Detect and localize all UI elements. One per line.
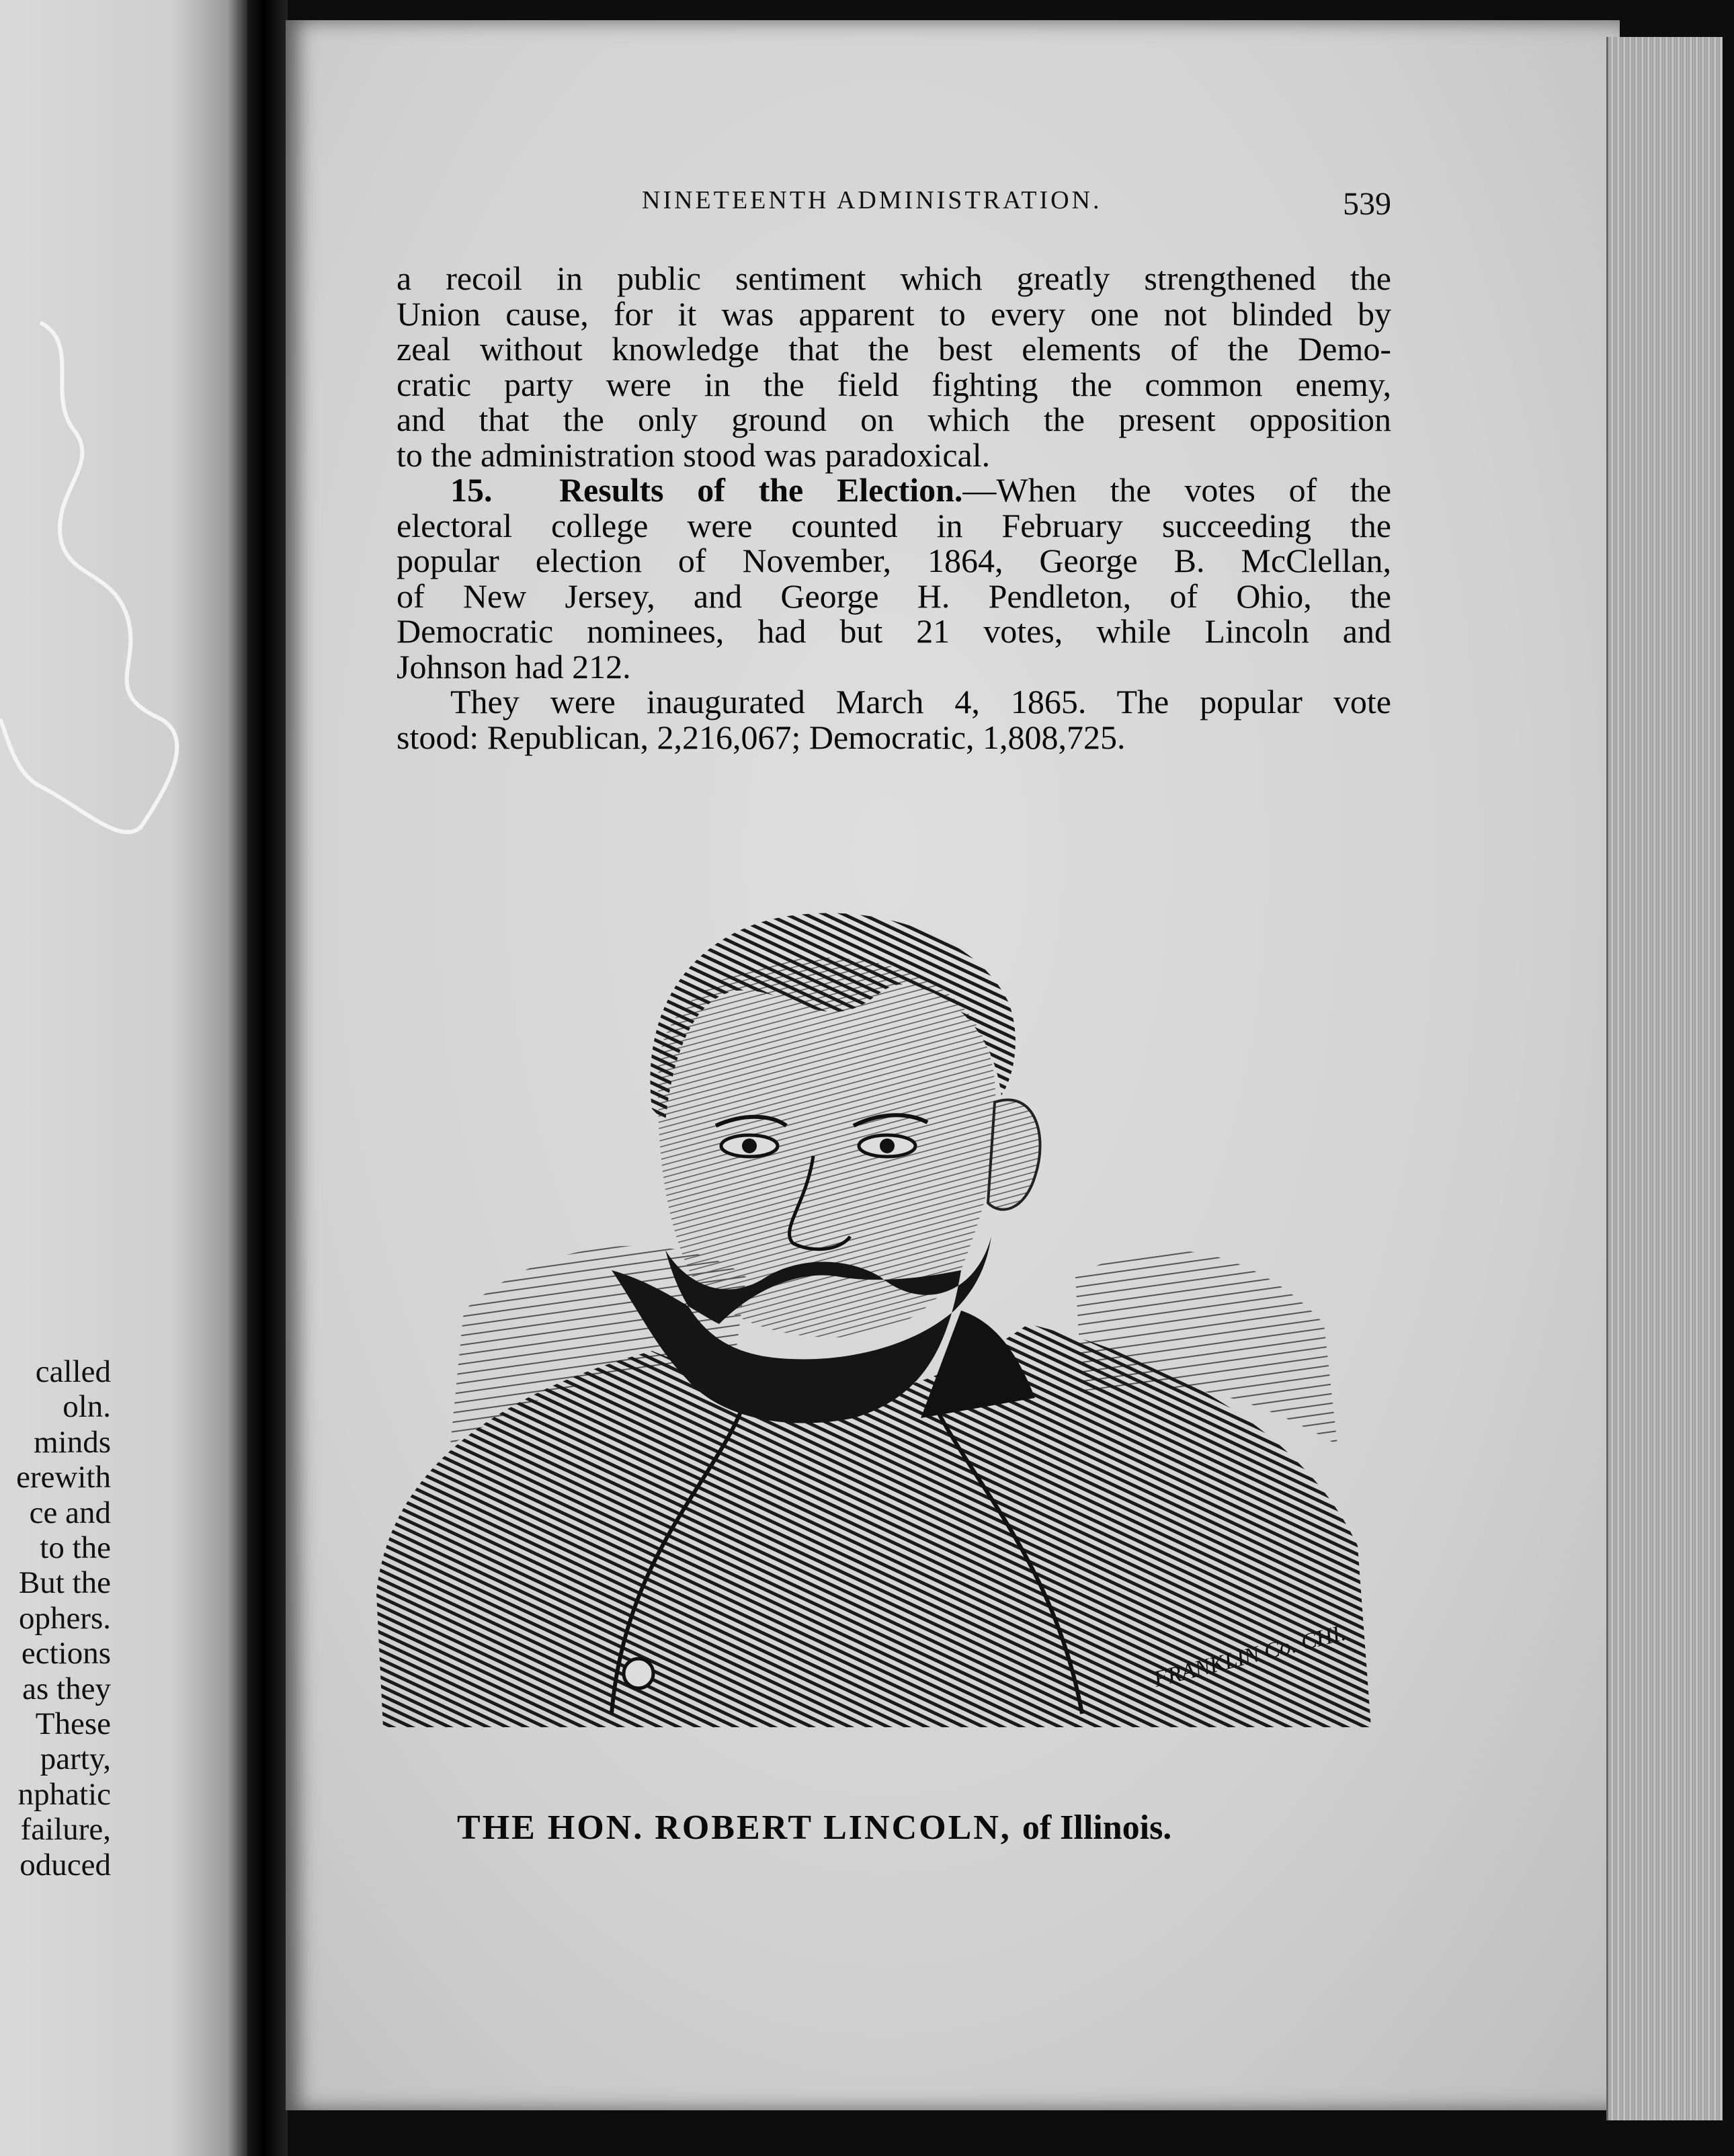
figure-caption [457,1808,1171,1848]
text-line: to the administration stood was paradoxical. [397,436,991,474]
left-page-line: ophers. [18,1600,111,1636]
left-page-line: erewith [16,1460,111,1495]
caption-name: THE HON. ROBERT LINCOLN, [457,1809,1012,1847]
left-page-line: called [35,1354,111,1389]
section-first-line: —When the votes of the [962,471,1392,509]
left-page-line: failure, [20,1812,111,1848]
text-line: cratic party were in the field fighting the common enemy, [397,365,1391,403]
engraved-portrait [370,840,1378,1781]
left-page-line: ections [21,1636,111,1671]
caption-state: of Illinois. [1022,1809,1172,1847]
text-line: Union cause, for it was apparent to every one not blinded by [397,294,1391,333]
text-line: Johnson had 212. [397,647,631,686]
text-line: Democratic nominees, had but 21 votes, while Lincoln and [397,612,1391,650]
page-edges [1606,37,1723,2120]
left-page-line: nphatic [17,1776,111,1812]
engraver-signature: FRANKLIN Co. CHI. [1151,1620,1349,1692]
text-line: zeal without knowledge that the best elements of the Demo- [397,330,1391,368]
left-page-line: These [35,1706,111,1742]
left-page-line: minds [34,1424,111,1460]
text-line: a recoil in public sentiment which greatly strengthened the [397,259,1391,297]
text-line: They were inaugurated March 4, 1865. The popular vote [450,683,1391,720]
text-line: electoral college were counted in February succeeding the [397,506,1391,544]
left-page-line: to the [40,1530,111,1566]
book-gutter [247,0,288,2156]
left-page-line: But the [18,1565,111,1601]
section-number: 15. [450,471,493,509]
left-page-text-fragment [0,1354,111,1882]
text-line: popular election of November, 1864, George B. McClellan, [397,542,1391,579]
left-page-line: as they [22,1671,111,1706]
text-line: and that the only ground on which the present opposition [397,401,1391,438]
left-page-line: ce and [29,1495,111,1530]
running-head: NINETEENTH ADMINISTRATION. [642,186,1102,214]
page-number: 539 [1343,186,1391,222]
left-page-line: oln. [63,1389,111,1425]
left-page-line: party, [40,1741,111,1777]
text-line: of New Jersey, and George H. Pendleton, of Ohio, the [397,577,1391,615]
pen-stroke-mark [0,316,202,840]
coat-button [624,1659,653,1688]
section-title: Results of the Election. [559,471,963,509]
section-heading-line [397,472,1391,508]
text-line: stood: Republican, 2,216,067; Democratic, 1,808,725. [397,718,1126,756]
left-facing-page [0,0,247,2156]
left-page-line: oduced [19,1847,111,1882]
body-text [397,261,1391,755]
